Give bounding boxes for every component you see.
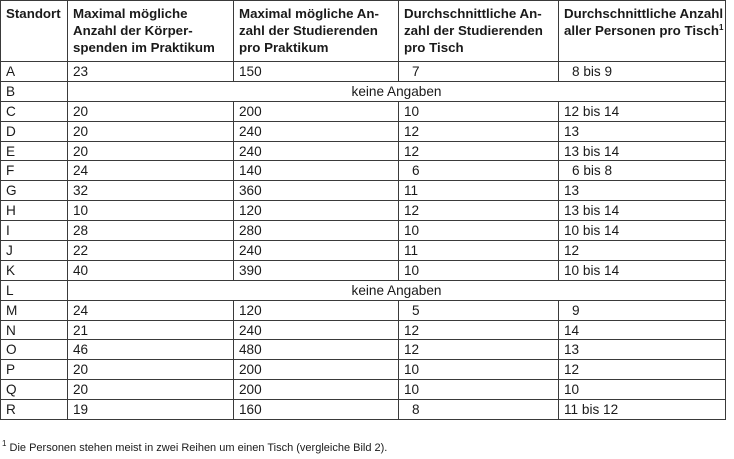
cell-avg-studierende-tisch: 7 [399, 62, 559, 82]
footnote [2, 441, 387, 455]
cell-avg-personen-tisch: 11 bis 12 [559, 400, 726, 420]
cell-max-koerperspenden: 19 [68, 400, 234, 420]
cell-avg-personen-tisch: 13 [559, 121, 726, 141]
cell-avg-personen-tisch: 14 [559, 320, 726, 340]
footnote-number: 1 [2, 439, 7, 448]
cell-avg-studierende-tisch: 12 [399, 340, 559, 360]
cell-avg-studierende-tisch: 8 [399, 400, 559, 420]
cell-standort: B [1, 81, 68, 101]
cell-max-studierende: 200 [234, 360, 399, 380]
cell-avg-personen-tisch: 10 bis 14 [559, 221, 726, 241]
cell-max-studierende: 240 [234, 121, 399, 141]
table-row [1, 280, 726, 300]
cell-avg-studierende-tisch: 12 [399, 121, 559, 141]
cell-standort: I [1, 221, 68, 241]
table-row [1, 101, 726, 121]
table-row [1, 260, 726, 280]
cell-max-koerperspenden: 20 [68, 141, 234, 161]
cell-standort: R [1, 400, 68, 420]
cell-standort: D [1, 121, 68, 141]
cell-max-studierende: 150 [234, 62, 399, 82]
cell-max-koerperspenden: 22 [68, 241, 234, 261]
cell-max-koerperspenden: 24 [68, 300, 234, 320]
cell-avg-personen-tisch: 6 bis 8 [559, 161, 726, 181]
cell-no-data: keine Angaben [68, 81, 726, 101]
cell-max-studierende: 200 [234, 101, 399, 121]
table-row [1, 320, 726, 340]
table-row [1, 221, 726, 241]
header-max-studierende: Maximal mögliche An-zahl der Studierenden pro Praktikum [234, 1, 399, 62]
footnote-text: Die Personen stehen meist in zwei Reihen um einen Tisch (vergleiche Bild 2). [9, 442, 388, 454]
cell-max-studierende: 480 [234, 340, 399, 360]
header-avg-studierende-tisch: Durchschnittliche An-zahl der Studierenden pro Tisch [399, 1, 559, 62]
cell-max-studierende: 240 [234, 320, 399, 340]
cell-avg-personen-tisch: 12 [559, 241, 726, 261]
table-row [1, 141, 726, 161]
header-avg-personen-tisch: Durchschnittliche Anzahl aller Personen pro Tisch$^1$ [559, 1, 726, 62]
cell-standort: E [1, 141, 68, 161]
cell-standort: L [1, 280, 68, 300]
table-row [1, 241, 726, 261]
table-row [1, 201, 726, 221]
cell-avg-studierende-tisch: 12 [399, 320, 559, 340]
table-row [1, 300, 726, 320]
table-row [1, 340, 726, 360]
table-row [1, 181, 726, 201]
cell-standort: P [1, 360, 68, 380]
cell-standort: F [1, 161, 68, 181]
cell-max-studierende: 120 [234, 201, 399, 221]
cell-avg-studierende-tisch: 10 [399, 380, 559, 400]
cell-max-koerperspenden: 28 [68, 221, 234, 241]
table-row [1, 121, 726, 141]
cell-standort: Q [1, 380, 68, 400]
cell-standort: A [1, 62, 68, 82]
cell-avg-studierende-tisch: 12 [399, 141, 559, 161]
header-max-koerperspenden: Maximal mögliche Anzahl der Körper-spenden im Praktikum [68, 1, 234, 62]
cell-max-studierende: 120 [234, 300, 399, 320]
table-row [1, 360, 726, 380]
cell-max-koerperspenden: 24 [68, 161, 234, 181]
cell-avg-studierende-tisch: 10 [399, 260, 559, 280]
cell-standort: K [1, 260, 68, 280]
cell-avg-personen-tisch: 9 [559, 300, 726, 320]
cell-no-data: keine Angaben [68, 280, 726, 300]
cell-avg-personen-tisch: 13 bis 14 [559, 141, 726, 161]
cell-max-studierende: 200 [234, 380, 399, 400]
cell-standort: H [1, 201, 68, 221]
cell-avg-personen-tisch: 12 [559, 360, 726, 380]
cell-max-koerperspenden: 20 [68, 121, 234, 141]
cell-max-koerperspenden: 20 [68, 101, 234, 121]
cell-avg-personen-tisch: 13 [559, 340, 726, 360]
header-standort: Standort [1, 1, 68, 62]
cell-avg-studierende-tisch: 10 [399, 221, 559, 241]
table-row [1, 380, 726, 400]
table-row [1, 400, 726, 420]
cell-standort: C [1, 101, 68, 121]
table-row [1, 81, 726, 101]
footnote-marker: 1 [718, 23, 724, 32]
cell-max-koerperspenden: 46 [68, 340, 234, 360]
cell-standort: G [1, 181, 68, 201]
cell-max-koerperspenden: 23 [68, 62, 234, 82]
cell-avg-studierende-tisch: 11 [399, 241, 559, 261]
cell-standort: M [1, 300, 68, 320]
cell-avg-personen-tisch: 10 bis 14 [559, 260, 726, 280]
cell-avg-personen-tisch: 8 bis 9 [559, 62, 726, 82]
cell-avg-personen-tisch: 13 [559, 181, 726, 201]
cell-max-koerperspenden: 21 [68, 320, 234, 340]
cell-max-studierende: 140 [234, 161, 399, 181]
cell-max-studierende: 240 [234, 141, 399, 161]
cell-max-studierende: 360 [234, 181, 399, 201]
cell-avg-studierende-tisch: 11 [399, 181, 559, 201]
cell-max-studierende: 280 [234, 221, 399, 241]
cell-standort: N [1, 320, 68, 340]
table-body [1, 62, 726, 420]
cell-avg-studierende-tisch: 10 [399, 360, 559, 380]
cell-max-koerperspenden: 10 [68, 201, 234, 221]
cell-max-studierende: 160 [234, 400, 399, 420]
cell-max-koerperspenden: 20 [68, 380, 234, 400]
cell-avg-studierende-tisch: 5 [399, 300, 559, 320]
cell-avg-personen-tisch: 10 [559, 380, 726, 400]
cell-avg-personen-tisch: 12 bis 14 [559, 101, 726, 121]
cell-avg-personen-tisch: 13 bis 14 [559, 201, 726, 221]
cell-max-studierende: 390 [234, 260, 399, 280]
header-row [1, 1, 726, 62]
cell-max-koerperspenden: 32 [68, 181, 234, 201]
table-row [1, 161, 726, 181]
cell-max-koerperspenden: 20 [68, 360, 234, 380]
cell-avg-studierende-tisch: 12 [399, 201, 559, 221]
cell-max-koerperspenden: 40 [68, 260, 234, 280]
cell-avg-studierende-tisch: 10 [399, 101, 559, 121]
table-row [1, 62, 726, 82]
cell-standort: J [1, 241, 68, 261]
cell-max-studierende: 240 [234, 241, 399, 261]
cell-avg-studierende-tisch: 6 [399, 161, 559, 181]
cell-standort: O [1, 340, 68, 360]
